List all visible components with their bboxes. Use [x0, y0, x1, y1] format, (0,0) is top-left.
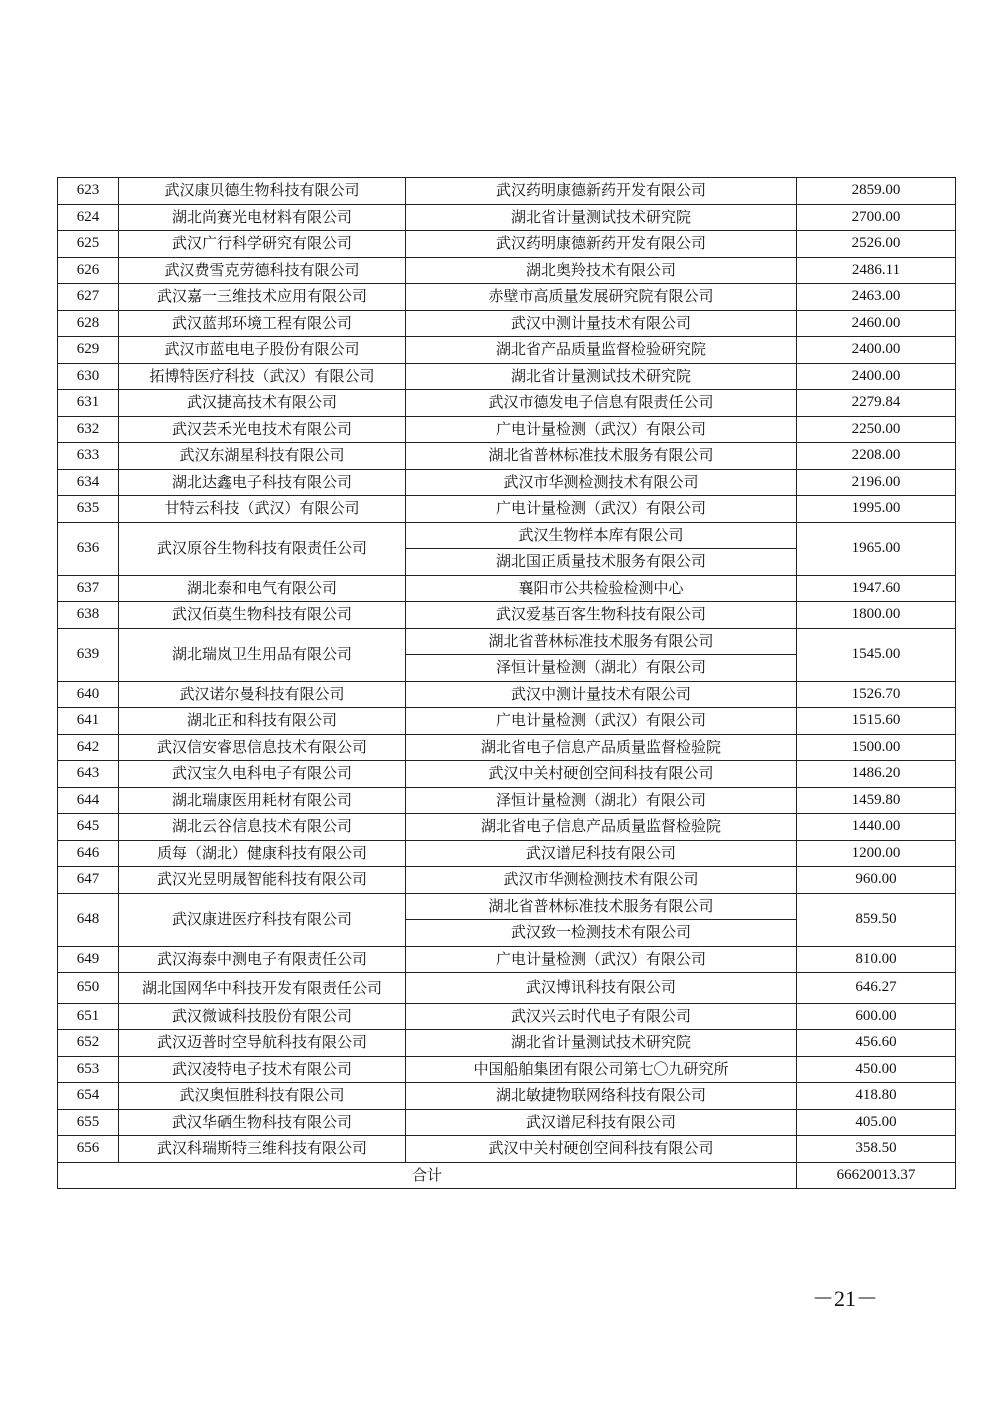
row-number: 652 — [58, 1030, 119, 1057]
company-name: 湖北国网华中科技开发有限责任公司 — [119, 973, 406, 1004]
row-number: 639 — [58, 628, 119, 681]
table-row — [58, 231, 956, 258]
provider-name: 湖北省电子信息产品质量监督检验院 — [406, 734, 797, 761]
table-row — [58, 973, 956, 1004]
provider-name: 武汉生物样本库有限公司 — [406, 522, 797, 549]
company-name: 湖北尚赛光电材料有限公司 — [119, 204, 406, 231]
amount-value: 2463.00 — [797, 284, 956, 311]
amount-value: 2400.00 — [797, 363, 956, 390]
table-row — [58, 628, 956, 655]
row-number: 651 — [58, 1003, 119, 1030]
table-row — [58, 708, 956, 735]
table-row — [58, 522, 956, 549]
table-row — [58, 734, 956, 761]
table-row — [58, 787, 956, 814]
amount-value: 1459.80 — [797, 787, 956, 814]
table-row — [58, 1109, 956, 1136]
provider-name: 武汉市华测检测技术有限公司 — [406, 867, 797, 894]
table-row — [58, 204, 956, 231]
company-name: 拓博特医疗科技（武汉）有限公司 — [119, 363, 406, 390]
table-row — [58, 469, 956, 496]
row-number: 649 — [58, 946, 119, 973]
provider-name: 武汉市德发电子信息有限责任公司 — [406, 390, 797, 417]
provider-name: 武汉药明康德新药开发有限公司 — [406, 231, 797, 258]
company-name: 甘特云科技（武汉）有限公司 — [119, 496, 406, 523]
provider-name: 湖北省电子信息产品质量监督检验院 — [406, 814, 797, 841]
company-name: 武汉费雪克劳德科技有限公司 — [119, 257, 406, 284]
row-number: 636 — [58, 522, 119, 575]
amount-value: 1995.00 — [797, 496, 956, 523]
table-row — [58, 310, 956, 337]
company-name: 湖北云谷信息技术有限公司 — [119, 814, 406, 841]
row-number: 627 — [58, 284, 119, 311]
table-row — [58, 178, 956, 205]
row-number: 635 — [58, 496, 119, 523]
company-name: 武汉科瑞斯特三维科技有限公司 — [119, 1136, 406, 1163]
row-number: 645 — [58, 814, 119, 841]
amount-value: 646.27 — [797, 973, 956, 1004]
company-name: 武汉康进医疗科技有限公司 — [119, 893, 406, 946]
table-row — [58, 893, 956, 920]
amount-value: 405.00 — [797, 1109, 956, 1136]
row-number: 628 — [58, 310, 119, 337]
row-number: 626 — [58, 257, 119, 284]
company-name: 武汉市蓝电电子股份有限公司 — [119, 337, 406, 364]
amount-value: 2700.00 — [797, 204, 956, 231]
amount-value: 2460.00 — [797, 310, 956, 337]
table-row — [58, 363, 956, 390]
company-name: 武汉嘉一三维技术应用有限公司 — [119, 284, 406, 311]
table-row — [58, 761, 956, 788]
provider-name: 湖北省产品质量监督检验研究院 — [406, 337, 797, 364]
provider-name: 广电计量检测（武汉）有限公司 — [406, 708, 797, 735]
amount-value: 2279.84 — [797, 390, 956, 417]
total-label: 合计 — [58, 1162, 797, 1189]
amount-value: 960.00 — [797, 867, 956, 894]
table-row — [58, 416, 956, 443]
row-number: 656 — [58, 1136, 119, 1163]
provider-name: 武汉药明康德新药开发有限公司 — [406, 178, 797, 205]
provider-name: 武汉谱尼科技有限公司 — [406, 1109, 797, 1136]
row-number: 642 — [58, 734, 119, 761]
table-row — [58, 575, 956, 602]
provider-name: 武汉中关村硬创空间科技有限公司 — [406, 1136, 797, 1163]
row-number: 641 — [58, 708, 119, 735]
company-name: 质每（湖北）健康科技有限公司 — [119, 840, 406, 867]
table-body — [58, 178, 956, 1189]
table-row — [58, 602, 956, 629]
table-row — [58, 1056, 956, 1083]
row-number: 640 — [58, 681, 119, 708]
amount-value: 810.00 — [797, 946, 956, 973]
provider-name: 湖北奥羚技术有限公司 — [406, 257, 797, 284]
company-name: 武汉原谷生物科技有限责任公司 — [119, 522, 406, 575]
total-row — [58, 1162, 956, 1189]
provider-name: 广电计量检测（武汉）有限公司 — [406, 946, 797, 973]
table-row — [58, 814, 956, 841]
provider-name: 湖北省计量测试技术研究院 — [406, 363, 797, 390]
provider-name: 湖北省普林标准技术服务有限公司 — [406, 893, 797, 920]
provider-name: 湖北省普林标准技术服务有限公司 — [406, 628, 797, 655]
row-number: 629 — [58, 337, 119, 364]
row-number: 633 — [58, 443, 119, 470]
provider-name: 武汉博讯科技有限公司 — [406, 973, 797, 1004]
amount-value: 1515.60 — [797, 708, 956, 735]
company-name: 武汉光昱明晟智能科技有限公司 — [119, 867, 406, 894]
amount-value: 2400.00 — [797, 337, 956, 364]
company-name: 武汉康贝德生物科技有限公司 — [119, 178, 406, 205]
amount-value: 1526.70 — [797, 681, 956, 708]
table-row — [58, 443, 956, 470]
row-number: 648 — [58, 893, 119, 946]
row-number: 625 — [58, 231, 119, 258]
provider-name: 武汉爱基百客生物科技有限公司 — [406, 602, 797, 629]
company-name: 湖北正和科技有限公司 — [119, 708, 406, 735]
provider-name: 中国船舶集团有限公司第七〇九研究所 — [406, 1056, 797, 1083]
amount-value: 456.60 — [797, 1030, 956, 1057]
row-number: 630 — [58, 363, 119, 390]
provider-name: 武汉中测计量技术有限公司 — [406, 310, 797, 337]
provider-name: 武汉谱尼科技有限公司 — [406, 840, 797, 867]
company-name: 武汉宝久电科电子有限公司 — [119, 761, 406, 788]
provider-name: 湖北省普林标准技术服务有限公司 — [406, 443, 797, 470]
amount-value: 1965.00 — [797, 522, 956, 575]
company-name: 湖北瑞岚卫生用品有限公司 — [119, 628, 406, 681]
company-name: 武汉芸禾光电技术有限公司 — [119, 416, 406, 443]
table-row — [58, 1083, 956, 1110]
table-row — [58, 1030, 956, 1057]
amount-value: 2250.00 — [797, 416, 956, 443]
amount-value: 2208.00 — [797, 443, 956, 470]
row-number: 638 — [58, 602, 119, 629]
amount-value: 1947.60 — [797, 575, 956, 602]
table-row — [58, 284, 956, 311]
company-name: 武汉迈普时空导航科技有限公司 — [119, 1030, 406, 1057]
provider-name: 湖北敏捷物联网络科技有限公司 — [406, 1083, 797, 1110]
company-name: 武汉奥恒胜科技有限公司 — [119, 1083, 406, 1110]
provider-name: 武汉市华测检测技术有限公司 — [406, 469, 797, 496]
provider-name: 湖北省计量测试技术研究院 — [406, 1030, 797, 1057]
table-row — [58, 946, 956, 973]
company-name: 武汉信安睿思信息技术有限公司 — [119, 734, 406, 761]
provider-name: 湖北国正质量技术服务有限公司 — [406, 549, 797, 576]
table-row — [58, 1136, 956, 1163]
provider-name: 武汉致一检测技术有限公司 — [406, 920, 797, 947]
company-name: 湖北达鑫电子科技有限公司 — [119, 469, 406, 496]
provider-name: 武汉兴云时代电子有限公司 — [406, 1003, 797, 1030]
amount-value: 1545.00 — [797, 628, 956, 681]
amount-value: 1486.20 — [797, 761, 956, 788]
amount-value: 1200.00 — [797, 840, 956, 867]
company-name: 武汉微诚科技股份有限公司 — [119, 1003, 406, 1030]
provider-name: 襄阳市公共检验检测中心 — [406, 575, 797, 602]
amount-value: 1440.00 — [797, 814, 956, 841]
company-name: 武汉凌特电子技术有限公司 — [119, 1056, 406, 1083]
table-row — [58, 390, 956, 417]
row-number: 650 — [58, 973, 119, 1004]
row-number: 631 — [58, 390, 119, 417]
table-row — [58, 257, 956, 284]
provider-name: 湖北省计量测试技术研究院 — [406, 204, 797, 231]
table-row — [58, 337, 956, 364]
row-number: 634 — [58, 469, 119, 496]
amount-value: 1500.00 — [797, 734, 956, 761]
amount-value: 1800.00 — [797, 602, 956, 629]
amount-value: 2486.11 — [797, 257, 956, 284]
company-name: 湖北瑞康医用耗材有限公司 — [119, 787, 406, 814]
company-name: 武汉佰莫生物科技有限公司 — [119, 602, 406, 629]
row-number: 623 — [58, 178, 119, 205]
company-name: 武汉蓝邦环境工程有限公司 — [119, 310, 406, 337]
amount-value: 600.00 — [797, 1003, 956, 1030]
amount-value: 2859.00 — [797, 178, 956, 205]
provider-name: 泽恒计量检测（湖北）有限公司 — [406, 655, 797, 682]
row-number: 643 — [58, 761, 119, 788]
company-name: 武汉华硒生物科技有限公司 — [119, 1109, 406, 1136]
provider-name: 赤壁市高质量发展研究院有限公司 — [406, 284, 797, 311]
amount-value: 859.50 — [797, 893, 956, 946]
provider-name: 武汉中关村硬创空间科技有限公司 — [406, 761, 797, 788]
page-number: －21－ — [812, 1286, 879, 1311]
table-row — [58, 867, 956, 894]
row-number: 647 — [58, 867, 119, 894]
row-number: 624 — [58, 204, 119, 231]
amount-value: 450.00 — [797, 1056, 956, 1083]
table-row — [58, 1003, 956, 1030]
company-name: 武汉广行科学研究有限公司 — [119, 231, 406, 258]
amount-value: 2196.00 — [797, 469, 956, 496]
company-name: 武汉捷高技术有限公司 — [119, 390, 406, 417]
row-number: 646 — [58, 840, 119, 867]
table-row — [58, 840, 956, 867]
row-number: 644 — [58, 787, 119, 814]
company-name: 武汉东湖星科技有限公司 — [119, 443, 406, 470]
total-amount: 66620013.37 — [797, 1162, 956, 1189]
row-number: 654 — [58, 1083, 119, 1110]
provider-name: 广电计量检测（武汉）有限公司 — [406, 496, 797, 523]
amount-value: 358.50 — [797, 1136, 956, 1163]
row-number: 632 — [58, 416, 119, 443]
row-number: 655 — [58, 1109, 119, 1136]
company-name: 湖北泰和电气有限公司 — [119, 575, 406, 602]
company-name: 武汉海泰中测电子有限责任公司 — [119, 946, 406, 973]
table-row — [58, 496, 956, 523]
amount-value: 2526.00 — [797, 231, 956, 258]
row-number: 637 — [58, 575, 119, 602]
provider-name: 武汉中测计量技术有限公司 — [406, 681, 797, 708]
subsidy-table — [57, 177, 956, 1189]
provider-name: 泽恒计量检测（湖北）有限公司 — [406, 787, 797, 814]
table-row — [58, 681, 956, 708]
provider-name: 广电计量检测（武汉）有限公司 — [406, 416, 797, 443]
row-number: 653 — [58, 1056, 119, 1083]
amount-value: 418.80 — [797, 1083, 956, 1110]
company-name: 武汉诺尔曼科技有限公司 — [119, 681, 406, 708]
